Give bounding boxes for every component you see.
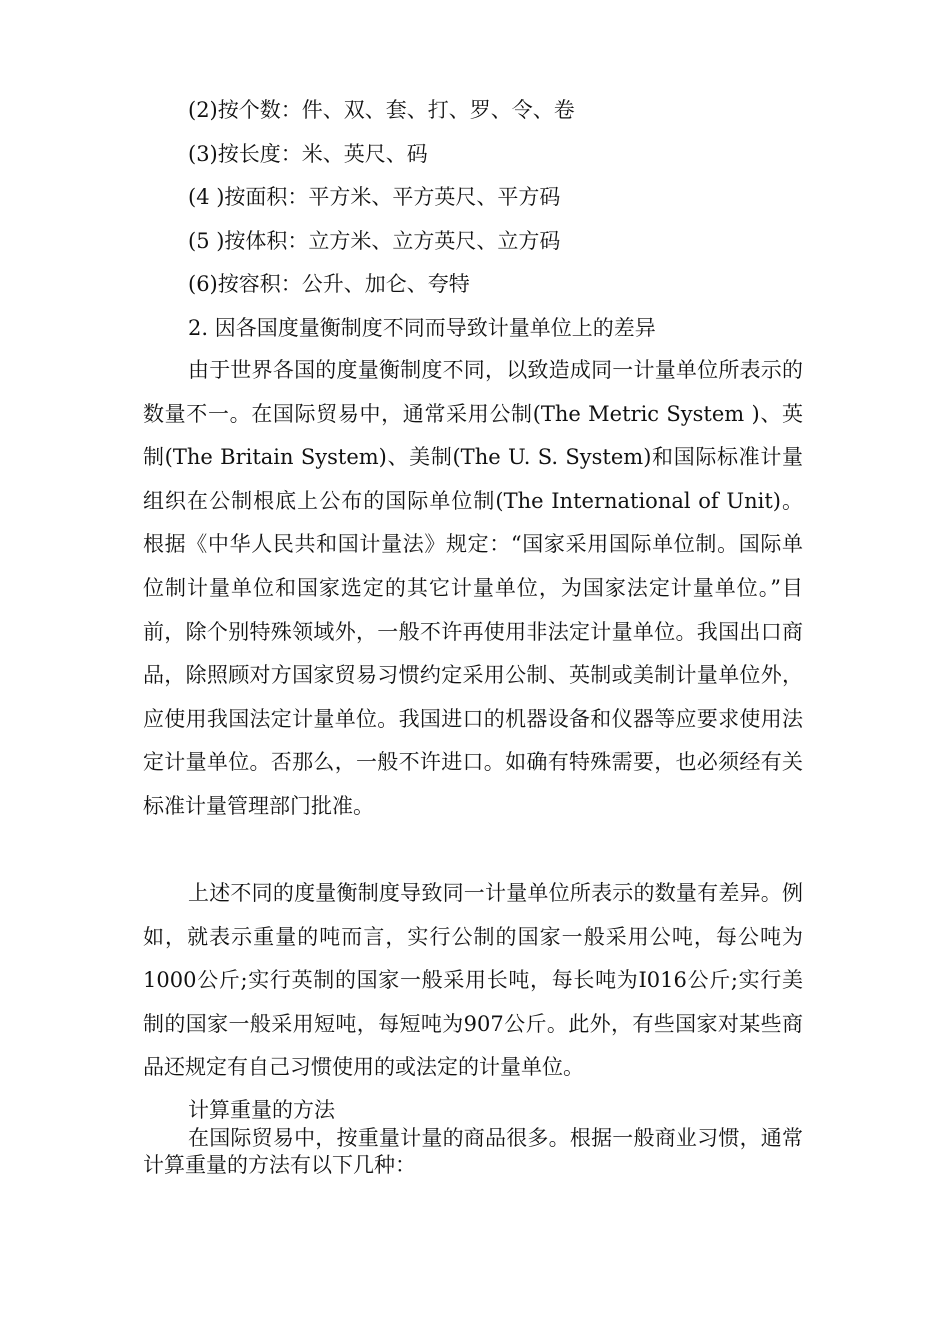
list-item-by-area: (4 )按面积：平方米、平方英尺、平方码 [188,185,561,209]
list-item-by-length: (3)按长度：米、英尺、码 [188,142,428,166]
section-heading: 2. 因各国度量衡制度不同而导致计量单位上的差异 [188,316,656,340]
list-item-by-capacity: (6)按容积：公升、加仑、夸特 [188,272,470,296]
list-item-by-volume: (5 )按体积：立方米、立方英尺、立方码 [188,229,561,253]
paragraph-ton-differences: 上述不同的度量衡制度导致同一计量单位所表示的数量有差异。例如，就表示重量的吨而言，实行公制的国家一般采用公吨，每公吨为1000公斤;实行英制的国家一般采用长吨，每长吨为I016公斤;实行美制的国家一般采用短吨，每短吨为907公斤。此外，有些国家对某些商品还规定有自己习惯使用的或法定的计量单位。 [143,881,803,1080]
paragraph-weight-intro: 在国际贸易中，按重量计量的商品很多。根据一般商业习惯，通常计算重量的方法有以下几种： [143,1126,803,1177]
list-item-by-count: (2)按个数：件、双、套、打、罗、令、卷 [188,98,575,122]
paragraph-measurement-systems: 由于世界各国的度量衡制度不同，以致造成同一计量单位所表示的数量不一。在国际贸易中，通常采用公制(The Metric System )、英制(The Britain System)、美制(The U. S. System)和国际标准计量组织在公制根底上公布的国际单位制(The International of Unit)。根据《中华人民共和国计量法》规定：“国家采用国际单位制。国际单位制计量单位和国家选定的其它计量单位，为国家法定计量单位。”目前，除个别特殊领域外，一般不许再使用非法定计量单位。我国出口商品，除照顾对方国家贸易习惯约定采用公制、英制或美制计量单位外，应使用我国法定计量单位。我国进口的机器设备和仪器等应要求使用法定计量单位。否那么，一般不许进口。如确有特殊需要，也必须经有关标准计量管理部门批准。 [143,358,803,818]
subheading-weight-methods: 计算重量的方法 [188,1098,335,1122]
